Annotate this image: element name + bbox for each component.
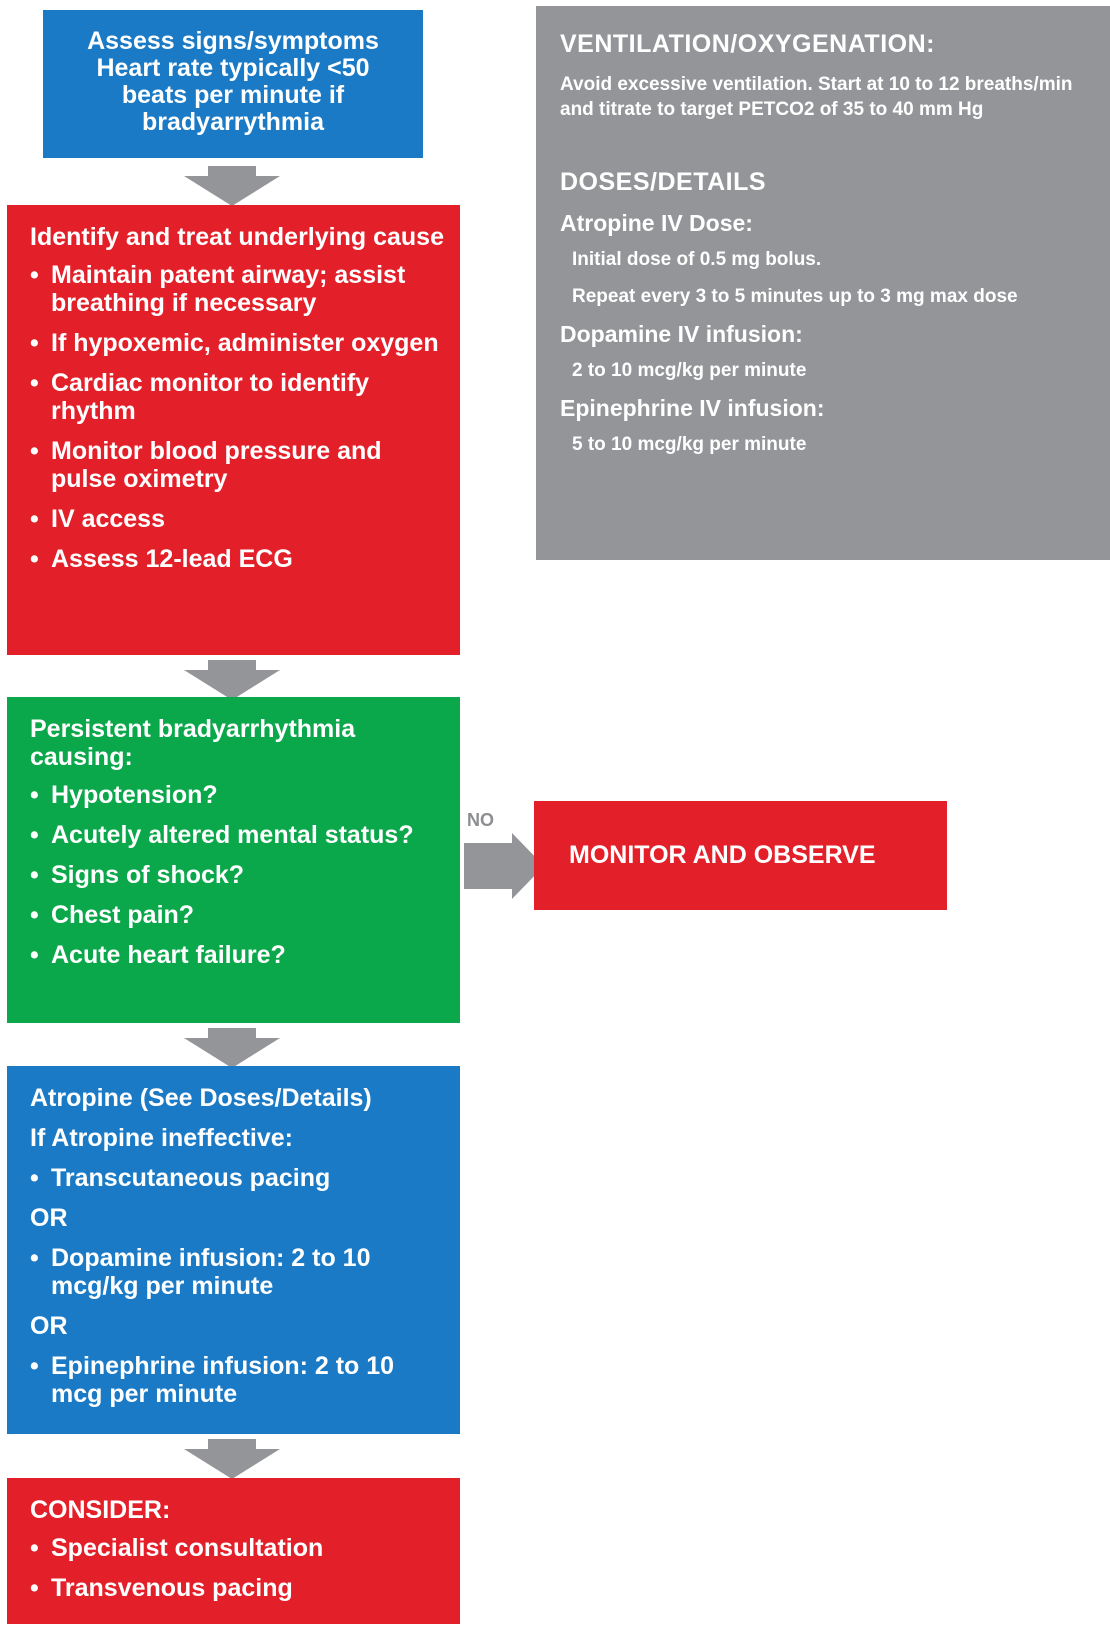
list-item: • If hypoxemic, administer oxygen xyxy=(30,329,444,357)
atropine-list-3 xyxy=(30,1352,444,1408)
down-arrow-2 xyxy=(184,660,280,700)
persistent-box xyxy=(7,697,460,1023)
persistent-list xyxy=(30,781,444,969)
assess-line-3: beats per minute if xyxy=(121,81,345,109)
doses-title: DOSES/DETAILS xyxy=(560,168,767,196)
atropine-line-1: Atropine (See Doses/Details) xyxy=(30,1084,372,1112)
identify-box xyxy=(7,205,460,655)
ventilation-body: Avoid excessive ventilation. Start at 10 to 12 breaths/min and titrate to target PETCO2 of 35 to 40 mm Hg xyxy=(560,74,1073,120)
atropine-list-1 xyxy=(30,1164,444,1192)
identify-list xyxy=(30,261,444,573)
ventilation-doses-panel xyxy=(536,6,1110,560)
atropine-repeat-dose: Repeat every 3 to 5 minutes up to 3 mg max dose xyxy=(572,286,1018,307)
atropine-initial-dose: Initial dose of 0.5 mg bolus. xyxy=(572,249,822,270)
list-item: • Chest pain? xyxy=(30,901,444,929)
monitor-observe-box xyxy=(534,801,947,910)
list-item: • Transcutaneous pacing xyxy=(30,1164,444,1192)
or-label-1: OR xyxy=(30,1204,68,1232)
assess-line-4: bradyarrythmia xyxy=(141,108,325,136)
persistent-heading: Persistent bradyarrhythmia causing: xyxy=(30,715,356,771)
epinephrine-dose-title: Epinephrine IV infusion: xyxy=(560,395,825,421)
atropine-box xyxy=(7,1066,460,1434)
atropine-line-2: If Atropine ineffective: xyxy=(30,1124,293,1152)
list-item: • IV access xyxy=(30,505,444,533)
consider-heading: CONSIDER: xyxy=(30,1496,171,1524)
ventilation-title: VENTILATION/OXYGENATION: xyxy=(560,30,935,58)
down-arrow-4 xyxy=(184,1439,280,1479)
epinephrine-dose: 5 to 10 mcg/kg per minute xyxy=(572,434,807,455)
assess-line-1: Assess signs/symptoms xyxy=(87,27,379,55)
list-item: • Acutely altered mental status? xyxy=(30,821,444,849)
down-arrow-1 xyxy=(184,166,280,206)
or-label-2: OR xyxy=(30,1312,68,1340)
atropine-list-2 xyxy=(30,1244,444,1300)
list-item: • Transvenous pacing xyxy=(30,1574,444,1602)
list-item: • Hypotension? xyxy=(30,781,444,809)
list-item: • Cardiac monitor to identify rhythm xyxy=(30,369,444,425)
list-item: • Maintain patent airway; assist breathing if necessary xyxy=(30,261,444,317)
list-item: • Signs of shock? xyxy=(30,861,444,889)
right-arrow xyxy=(464,833,544,899)
list-item: • Monitor blood pressure and pulse oximetry xyxy=(30,437,444,493)
dopamine-dose: 2 to 10 mcg/kg per minute xyxy=(572,360,807,381)
atropine-dose-title: Atropine IV Dose: xyxy=(560,210,753,236)
assess-line-2: Heart rate typically <50 xyxy=(96,54,370,82)
assess-box xyxy=(43,10,423,158)
dopamine-dose-title: Dopamine IV infusion: xyxy=(560,321,803,347)
identify-heading: Identify and treat underlying cause xyxy=(30,223,444,251)
list-item: • Acute heart failure? xyxy=(30,941,444,969)
consider-list xyxy=(30,1534,444,1602)
list-item: • Assess 12-lead ECG xyxy=(30,545,444,573)
no-label: NO xyxy=(467,810,494,830)
list-item: • Dopamine infusion: 2 to 10 mcg/kg per minute xyxy=(30,1244,444,1300)
list-item: • Epinephrine infusion: 2 to 10 mcg per minute xyxy=(30,1352,444,1408)
monitor-observe-label: MONITOR AND OBSERVE xyxy=(569,841,876,869)
consider-box xyxy=(7,1478,460,1624)
down-arrow-3 xyxy=(184,1028,280,1068)
list-item: • Specialist consultation xyxy=(30,1534,444,1562)
